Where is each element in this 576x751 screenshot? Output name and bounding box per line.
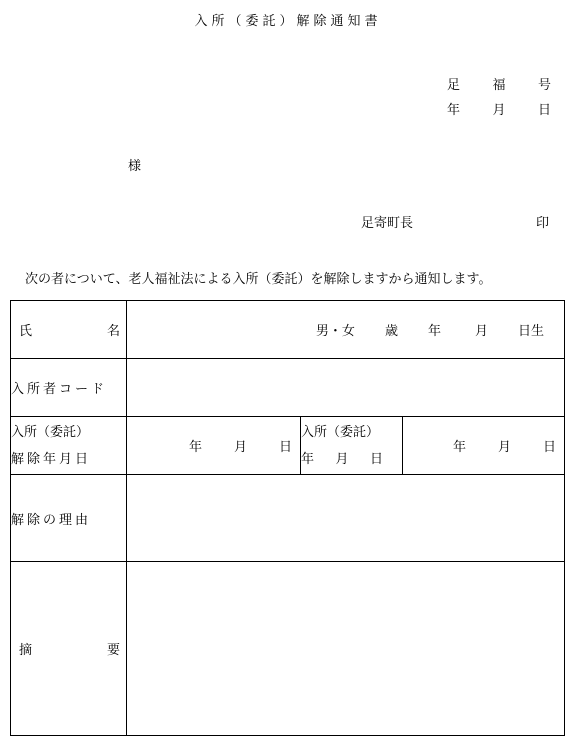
doc-number-part2: 福 — [492, 78, 506, 93]
name-label-b: 名 — [106, 324, 120, 339]
birth-year-unit: 年 — [427, 324, 441, 339]
admission-day-unit: 日 — [369, 451, 383, 467]
summary-label-b: 要 — [106, 643, 120, 658]
admission-year-unit: 年 — [301, 451, 315, 467]
release-month-unit: 月 — [233, 440, 247, 455]
summary-label-cell — [11, 562, 127, 736]
summary-label — [11, 639, 126, 658]
release-year-unit: 年 — [188, 440, 202, 455]
doc-number-part1: 足 — [447, 78, 461, 93]
summary-field[interactable] — [127, 562, 565, 736]
seal-mark: 印 — [536, 216, 550, 231]
release-day-unit: 日 — [278, 440, 292, 455]
name-label-a: 氏 — [19, 324, 33, 339]
row-release-date — [11, 417, 565, 475]
document-number — [447, 74, 551, 93]
age-unit: 歳 — [384, 324, 398, 339]
row-name — [11, 301, 565, 359]
release-date-label-line1: 入所（委託） — [11, 424, 90, 440]
release-date-label — [11, 417, 127, 475]
document-date — [447, 99, 551, 118]
admission-date-field-units — [403, 436, 564, 455]
row-resident-code — [11, 359, 565, 417]
name-field[interactable] — [127, 301, 565, 359]
document-title: 入所（委託）解除通知書 — [194, 14, 382, 29]
reason-label: 解除の理由 — [11, 475, 127, 562]
release-date-label-line2: 解除年月日 — [11, 451, 92, 467]
intro-text: 次の者について、老人福祉法による入所（委託）を解除しますから通知します。 — [25, 272, 492, 287]
release-date-field[interactable] — [127, 417, 301, 475]
name-label-cell — [11, 301, 127, 359]
birth-day-unit: 日生 — [517, 324, 544, 339]
admission-month2-unit: 月 — [497, 440, 511, 455]
admission-month-unit: 月 — [335, 451, 349, 467]
birth-month-unit: 月 — [474, 324, 488, 339]
release-date-units — [127, 436, 300, 455]
admission-date-label: 入所（委託） — [301, 424, 380, 440]
resident-code-field[interactable] — [127, 359, 565, 417]
admission-day2-unit: 日 — [542, 440, 556, 455]
sender-name: 足寄町長 — [361, 216, 414, 231]
gender-options: 男・女 — [315, 324, 355, 339]
summary-label-a: 摘 — [19, 643, 33, 658]
row-summary — [11, 562, 565, 736]
name-birth-info — [127, 320, 564, 339]
resident-code-label: 入所者コード — [11, 359, 127, 417]
doc-date-day: 日 — [537, 103, 551, 118]
doc-date-month: 月 — [492, 103, 506, 118]
name-label — [11, 320, 126, 339]
admission-date-units — [301, 446, 383, 473]
doc-number-part3: 号 — [537, 78, 551, 93]
addressee-suffix: 様 — [128, 159, 142, 174]
notice-form-table — [10, 300, 565, 736]
admission-date-field[interactable] — [403, 417, 565, 475]
admission-year2-unit: 年 — [452, 440, 466, 455]
doc-date-year: 年 — [447, 103, 461, 118]
reason-field[interactable] — [127, 475, 565, 562]
admission-date-label-cell — [301, 417, 403, 475]
row-reason — [11, 475, 565, 562]
